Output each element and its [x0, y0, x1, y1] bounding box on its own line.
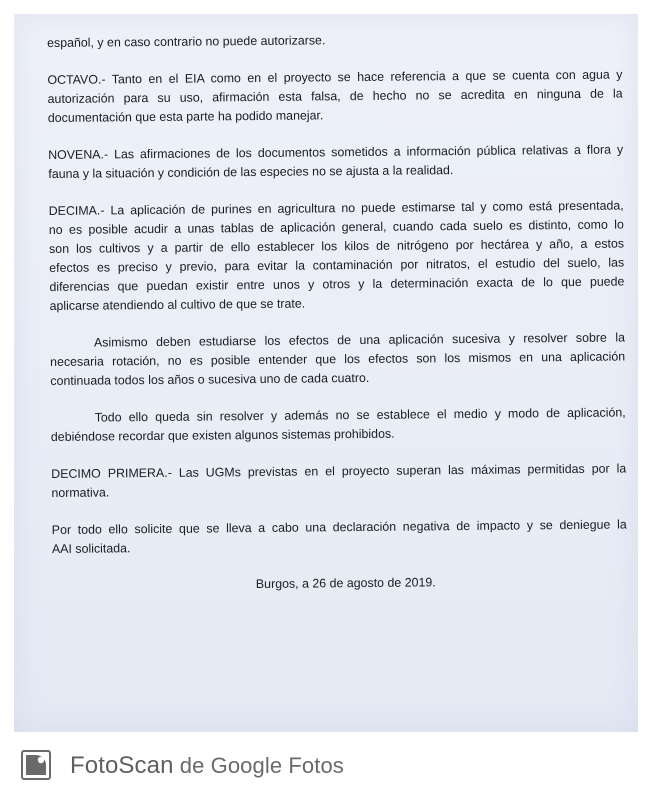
text-line: autorización para su uso, afirmación esta falsa, de hecho no se acredita en ninguna de la [47, 86, 623, 106]
text-line: fauna y la situación y condición de las especies no se ajusta a la realidad. [48, 163, 454, 181]
text-line: Asimismo deben estudiarse los efectos de una aplicación sucesiva y resolver sobre la [93, 330, 626, 350]
paragraph-novena [48, 140, 623, 184]
scanned-photo [14, 14, 638, 732]
text-line: NOVENA.- Las afirmaciones de los documentos sometidos a información pública relativas a flora y [48, 142, 624, 162]
text-line: necesaria rotación, no es posible entender que los efectos son los mismos en una aplicación [50, 349, 626, 369]
watermark-suffix: de Google Fotos [173, 753, 344, 778]
watermark-brand: FotoScan [70, 752, 174, 779]
text-line: diferencias que puedan existir entre unos y otros y la determinación exacta de lo que puede [49, 274, 625, 294]
fotoscan-icon [21, 750, 51, 780]
paragraph-octavo [47, 65, 623, 128]
text-line: AAI solicitada. [51, 541, 131, 556]
text-line: efectos es preciso y previo, para evitar la contaminación por nitratos, el estudio del suelo, las [49, 255, 625, 275]
text-line: son los cultivos y a partir de ello establecer los kilos de nitrógeno por hectárea y año, a estos [48, 236, 625, 256]
text-line: no es posible acudir a unas tablas de aplicación general, cuando cada suelo es distinto, como lo [48, 217, 624, 237]
text-line: continuada todos los años o sucesiva uno de cada cuatro. [50, 370, 370, 388]
text-line: Todo ello queda sin resolver y además no se establece el medio y modo de aplicación, [94, 405, 626, 425]
text-line: debiéndose recordar que existen algunos sistemas prohibidos. [50, 426, 395, 444]
text-line: Por todo ello solicite que se lleva a cabo una declaración negativa de impacto y se deniegue la [51, 517, 627, 537]
text-line: DECIMO PRIMERA.- Las UGMs previstas en el proyecto superan las máximas permitidas por la [51, 461, 627, 481]
text-line: DECIMA.- La aplicación de purines en agricultura no puede estimarse tal y como está presentada, [48, 198, 624, 218]
watermark-footer [0, 740, 653, 801]
text-line: español, y en caso contrario no puede autorizarse. [47, 33, 326, 50]
paragraph-conclusion [52, 515, 627, 559]
text-line: documentación que esta parte ha podido manejar. [47, 108, 324, 125]
signature-date: Burgos, a 26 de agosto de 2019. [255, 575, 436, 592]
text-line: normativa. [51, 485, 110, 500]
document-body [47, 28, 627, 595]
paragraph-asimismo [50, 328, 626, 391]
paragraph-todo-ello [51, 403, 626, 447]
text-line: aplicarse atendiendo al cultivo de que se trate. [49, 296, 306, 313]
paragraph-decimo-primera [51, 459, 626, 503]
text-line: OCTAVO.- Tanto en el EIA como en el proyecto se hace referencia a que se cuenta con agua y [47, 67, 623, 87]
paragraph-decima [49, 196, 625, 316]
watermark-label [70, 752, 344, 780]
